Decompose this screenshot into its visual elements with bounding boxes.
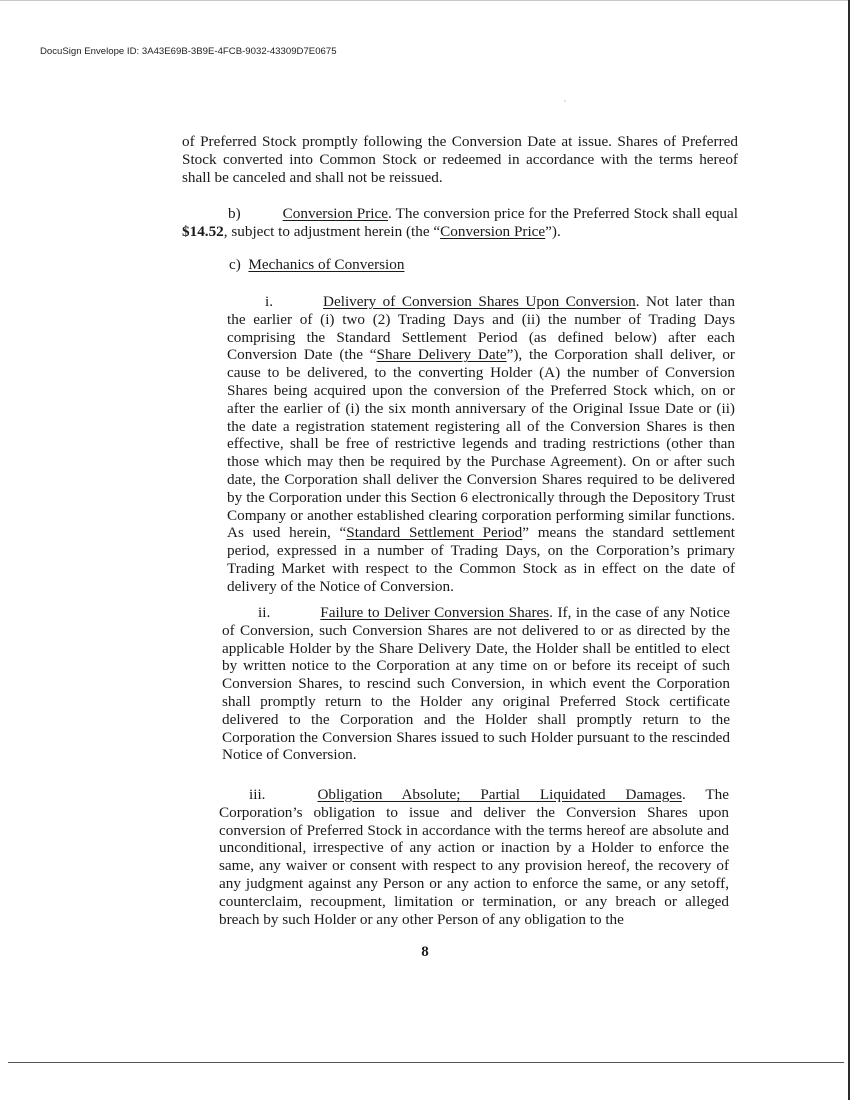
scan-speck (564, 100, 566, 102)
paragraph-c (229, 256, 729, 274)
paragraph-iii-label: iii. (249, 786, 266, 803)
paragraph-c-heading: Mechanics of Conversion (248, 256, 405, 273)
paragraph-iii (219, 786, 729, 928)
standard-settlement-period-term: Standard Settlement Period (346, 524, 523, 542)
paragraph-i-text-3: ” means the standard settlement period, expressed in a number of Trading Days, on the Corporation’s primary Trading Market with respect to the Common Stock as in effect on the date of delivery of the Notice of Conversion. (227, 524, 736, 595)
paragraph-i-label: i. (265, 293, 274, 310)
paragraph-ii (222, 604, 730, 764)
paragraph-iii-heading: Obligation Absolute; Partial Liquidated Damages (317, 786, 682, 803)
docusign-envelope-id: DocuSign Envelope ID: 3A43E69B-3B9E-4FCB-9032-43309D7E0675 (40, 46, 337, 57)
paragraph-b (182, 205, 738, 241)
paragraph-i-heading: Delivery of Conversion Shares Upon Conversion (323, 293, 636, 310)
paragraph-b-text-3: ”). (545, 222, 561, 240)
paragraph-b-text-2: , subject to adjustment herein (the “ (223, 222, 441, 240)
paragraph-ii-label: ii. (258, 604, 271, 621)
page-number: 8 (421, 944, 429, 960)
share-delivery-date-term: Share Delivery Date (376, 346, 507, 364)
paragraph-i (227, 293, 735, 596)
paragraph-ii-text: . If, in the case of any Notice of Conversion, such Conversion Shares are not delivered to or as directed by the applicable Holder by the Share Delivery Date, the Holder shall be entitled to elect by written notice to the Corporation at any time on or before its receipt of such Conversion Shares, to rescind such Conversion, in which event the Corporation shall promptly return to the Holder any original Preferred Stock certificate delivered to the Corporation and the Holder shall promptly return to the Corporation the Conversion Shares issued to such Holder pursuant to the rescinded Notice of Conversion. (222, 604, 730, 764)
paragraph-b-heading: Conversion Price (282, 205, 388, 222)
bottom-rule (8, 1062, 844, 1063)
paragraph-b-label: b) (228, 205, 241, 222)
scan-edge-top (0, 0, 850, 1)
conversion-price-value: $14.52 (182, 222, 224, 240)
paragraph-a-continuation: of Preferred Stock promptly following the Conversion Date at issue. Shares of Preferred Stock converted into Common Stock or redeemed in accordance with the terms hereof shall be canceled and shall not be reissued. (182, 133, 738, 186)
paragraph-i-text-2: ”), the Corporation shall deliver, or cause to be delivered, to the converting Holder (A) the number of Conversion Shares being acquired upon the conversion of the Preferred Stock which, on or after the earlier of (i) the six month anniversary of the Original Issue Date or (ii) the date a registration statement registering all of the Conversion Shares is then effective, shall be free of restrictive legends and trading restrictions (other than those which may then be required by the Purchase Agreement). On or after such date, the Corporation shall deliver the Conversion Shares required to be delivered by the Corporation under this Section 6 electronically through the Depository Trust Company or another established clearing corporation performing similar functions. As used herein, “ (227, 346, 735, 542)
conversion-price-term: Conversion Price (440, 222, 546, 240)
paragraph-ii-heading: Failure to Deliver Conversion Shares (320, 604, 550, 621)
paragraph-c-label: c) (229, 256, 241, 273)
paragraph-iii-text: . The Corporation’s obligation to issue and deliver the Conversion Shares upon conversion of Preferred Stock in accordance with the terms hereof are absolute and unconditional, irrespective of any action or inaction by a Holder to enforce the same, any waiver or consent with respect to any provision hereof, the recovery of any judgment against any Person or any action to enforce the same, or any setoff, counterclaim, recoupment, limitation or termination, or any breach or alleged breach by such Holder or any other Person of any obligation to the (219, 786, 729, 928)
paragraph-i-text-1: . Not later than the earlier of (i) two (2) Trading Days and (ii) the number of Trading Days comprising the Standard Settlement Period (as defined below) after each Conversion Date (the “ (227, 293, 735, 364)
paragraph-b-text: . The conversion price for the Preferred Stock shall equal (388, 205, 738, 222)
